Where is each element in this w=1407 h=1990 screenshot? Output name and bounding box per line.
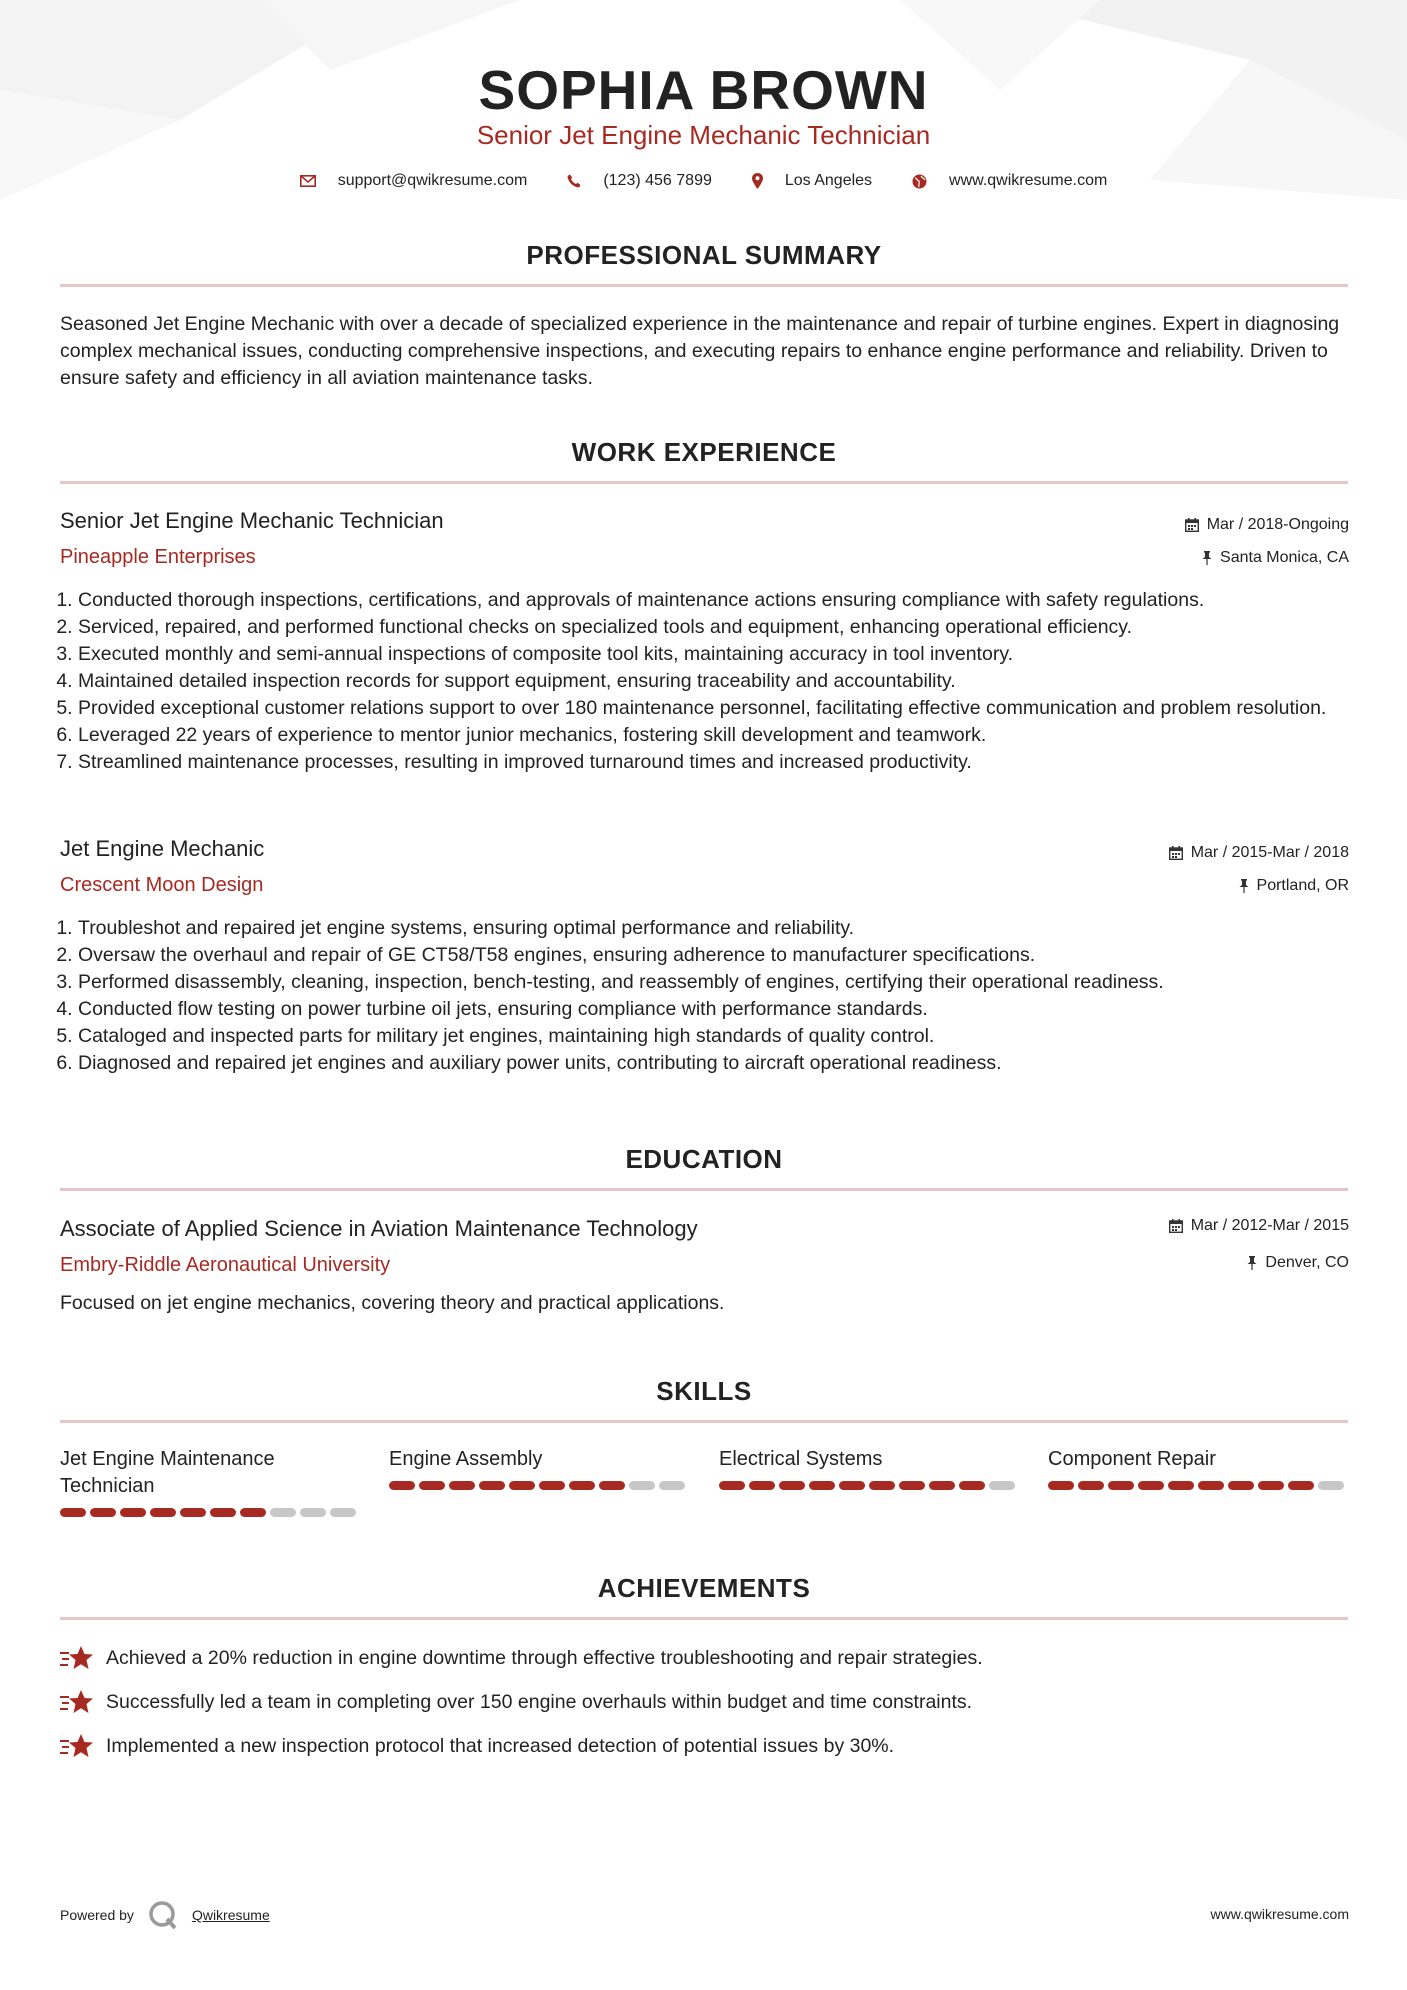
job-bullets bbox=[60, 915, 1368, 1077]
skill-dot-filled bbox=[1168, 1481, 1194, 1490]
list-item: 1. Conducted thorough inspections, certifications, and approvals of maintenance actions ensuring compliance with safety regulations. bbox=[78, 587, 1368, 614]
skill-dot-empty bbox=[270, 1508, 296, 1517]
school-name: Embry-Riddle Aeronautical University bbox=[60, 1254, 391, 1276]
skill-dot-filled bbox=[509, 1481, 535, 1490]
experience-heading: WORK EXPERIENCE bbox=[571, 437, 837, 467]
contact-phone-text: (123) 456 7899 bbox=[603, 172, 712, 189]
candidate-name: SOPHIA BROWN bbox=[478, 59, 929, 121]
envelope-icon bbox=[300, 175, 316, 187]
star-icon bbox=[60, 1733, 94, 1759]
skill-item bbox=[1048, 1446, 1348, 1490]
skill-dot-filled bbox=[1288, 1481, 1314, 1490]
footer-url[interactable]: www.qwikresume.com bbox=[1210, 1906, 1349, 1922]
candidate-title: Senior Jet Engine Mechanic Technician bbox=[476, 120, 931, 150]
skill-rating bbox=[719, 1481, 1019, 1490]
summary-heading: PROFESSIONAL SUMMARY bbox=[526, 240, 882, 270]
skill-dot-filled bbox=[120, 1508, 146, 1517]
skill-dot-filled bbox=[869, 1481, 895, 1490]
pushpin-icon bbox=[1239, 879, 1249, 893]
skill-dot-filled bbox=[1138, 1481, 1164, 1490]
skill-dot-filled bbox=[1078, 1481, 1104, 1490]
skill-dot-filled bbox=[1048, 1481, 1074, 1490]
skill-dot-filled bbox=[1228, 1481, 1254, 1490]
skill-dot-filled bbox=[210, 1508, 236, 1517]
education-date bbox=[1169, 1217, 1349, 1235]
education-location-text: Denver, CO bbox=[1265, 1254, 1349, 1271]
skill-name: Jet Engine Maintenance Technician bbox=[60, 1448, 275, 1497]
skills-divider bbox=[60, 1420, 1348, 1423]
skill-dot-filled bbox=[899, 1481, 925, 1490]
job-location bbox=[1202, 549, 1349, 567]
job-title: Jet Engine Mechanic bbox=[60, 836, 265, 861]
skill-dot-empty bbox=[1318, 1481, 1344, 1490]
skill-dot-filled bbox=[959, 1481, 985, 1490]
skill-dot-filled bbox=[1198, 1481, 1224, 1490]
achievement-text: Successfully led a team in completing over 150 engine overhauls within budget and time constraints. bbox=[106, 1690, 973, 1713]
job-date bbox=[1185, 516, 1349, 534]
skill-dot-empty bbox=[330, 1508, 356, 1517]
job-company: Pineapple Enterprises bbox=[60, 546, 256, 568]
qwikresume-logo-icon bbox=[148, 1900, 178, 1930]
skill-name: Component Repair bbox=[1048, 1448, 1216, 1470]
skill-dot-filled bbox=[1258, 1481, 1284, 1490]
job-location-text: Santa Monica, CA bbox=[1220, 549, 1349, 566]
skill-dot-filled bbox=[60, 1508, 86, 1517]
education-description: Focused on jet engine mechanics, covering theory and practical applications. bbox=[60, 1292, 725, 1314]
skill-dot-filled bbox=[539, 1481, 565, 1490]
education-location bbox=[1247, 1254, 1349, 1272]
list-item: 2. Serviced, repaired, and performed functional checks on specialized tools and equipment, enhancing operational efficiency. bbox=[78, 614, 1368, 641]
list-item: 3. Performed disassembly, cleaning, inspection, bench-testing, and reassembly of engines, certifying their operational readiness. bbox=[78, 969, 1368, 996]
education-heading: EDUCATION bbox=[625, 1144, 783, 1174]
skill-dot-filled bbox=[779, 1481, 805, 1490]
calendar-icon bbox=[1169, 1219, 1183, 1233]
list-item: 7. Streamlined maintenance processes, resulting in improved turnaround times and increased productivity. bbox=[78, 749, 1368, 776]
job-title: Senior Jet Engine Mechanic Technician bbox=[60, 508, 444, 533]
list-item: 2. Oversaw the overhaul and repair of GE CT58/T58 engines, ensuring adherence to manufacturer specifications. bbox=[78, 942, 1368, 969]
skill-dot-empty bbox=[989, 1481, 1015, 1490]
skill-name: Electrical Systems bbox=[719, 1448, 883, 1470]
list-item: 6. Leveraged 22 years of experience to mentor junior mechanics, fostering skill development and teamwork. bbox=[78, 722, 1368, 749]
skill-rating bbox=[389, 1481, 689, 1490]
skill-dot-filled bbox=[599, 1481, 625, 1490]
contact-location-text: Los Angeles bbox=[784, 172, 873, 189]
contact-location bbox=[752, 172, 872, 190]
pushpin-icon bbox=[1202, 551, 1212, 565]
job-date bbox=[1169, 844, 1349, 862]
skill-dot-filled bbox=[719, 1481, 745, 1490]
brand-link[interactable]: Qwikresume bbox=[191, 1907, 270, 1923]
skill-dot-filled bbox=[419, 1481, 445, 1490]
experience-divider bbox=[60, 481, 1348, 484]
star-icon bbox=[60, 1689, 94, 1715]
skill-dot-filled bbox=[90, 1508, 116, 1517]
footer-powered-by bbox=[60, 1900, 270, 1930]
summary-text: Seasoned Jet Engine Mechanic with over a decade of specialized experience in the maintenance and repair of turbine engines. Expert in diagnosing complex mechanical issues, conducting comprehensive inspections, and executing repairs to enhance engine performance and reliability. Driven to ensure safety and efficiency in all aviation maintenance tasks. bbox=[60, 313, 1340, 389]
skill-dot-filled bbox=[449, 1481, 475, 1490]
list-item: 6. Diagnosed and repaired jet engines and auxiliary power units, contributing to aircraft operational readiness. bbox=[78, 1050, 1368, 1077]
education-divider bbox=[60, 1188, 1348, 1191]
job-location-text: Portland, OR bbox=[1256, 877, 1349, 894]
achievement-item bbox=[60, 1645, 983, 1671]
list-item: 4. Maintained detailed inspection records for support equipment, ensuring traceability and accountability. bbox=[78, 668, 1368, 695]
achievement-item bbox=[60, 1689, 972, 1715]
skill-dot-empty bbox=[659, 1481, 685, 1490]
skill-dot-filled bbox=[839, 1481, 865, 1490]
education-date-text: Mar / 2012-Mar / 2015 bbox=[1190, 1217, 1349, 1234]
contact-website[interactable] bbox=[912, 172, 1107, 190]
job-location bbox=[1239, 877, 1349, 895]
skill-dot-filled bbox=[240, 1508, 266, 1517]
job-date-text: Mar / 2018-Ongoing bbox=[1206, 516, 1349, 533]
skill-dot-filled bbox=[479, 1481, 505, 1490]
powered-by-label: Powered by bbox=[60, 1907, 134, 1923]
skill-item bbox=[389, 1446, 689, 1490]
globe-icon bbox=[912, 174, 927, 189]
skill-dot-filled bbox=[809, 1481, 835, 1490]
list-item: 1. Troubleshot and repaired jet engine systems, ensuring optimal performance and reliability. bbox=[78, 915, 1368, 942]
skill-dot-filled bbox=[929, 1481, 955, 1490]
summary-divider bbox=[60, 284, 1348, 287]
degree-title: Associate of Applied Science in Aviation Maintenance Technology bbox=[60, 1216, 698, 1241]
skill-rating bbox=[60, 1508, 360, 1517]
skills-heading: SKILLS bbox=[656, 1376, 752, 1406]
pushpin-icon bbox=[1247, 1256, 1257, 1270]
skill-dot-empty bbox=[629, 1481, 655, 1490]
achievement-text: Implemented a new inspection protocol that increased detection of potential issues by 30%. bbox=[106, 1734, 895, 1757]
contact-bar bbox=[0, 172, 1407, 190]
list-item: 5. Provided exceptional customer relations support to over 180 maintenance personnel, facilitating effective communication and problem resolution. bbox=[78, 695, 1368, 722]
skill-item bbox=[719, 1446, 1019, 1490]
skill-name: Engine Assembly bbox=[389, 1448, 543, 1470]
calendar-icon bbox=[1169, 846, 1183, 860]
skill-dot-filled bbox=[1108, 1481, 1134, 1490]
star-icon bbox=[60, 1645, 94, 1671]
phone-icon bbox=[567, 174, 581, 188]
contact-email-text: support@qwikresume.com bbox=[337, 172, 528, 189]
skill-dot-filled bbox=[150, 1508, 176, 1517]
skill-dot-filled bbox=[569, 1481, 595, 1490]
job-bullets bbox=[60, 587, 1368, 776]
calendar-icon bbox=[1185, 518, 1199, 532]
contact-phone[interactable] bbox=[567, 172, 712, 190]
list-item: 3. Executed monthly and semi-annual inspections of composite tool kits, maintaining accuracy in tool inventory. bbox=[78, 641, 1368, 668]
contact-email[interactable] bbox=[300, 172, 528, 190]
skill-dot-filled bbox=[180, 1508, 206, 1517]
achievements-heading: ACHIEVEMENTS bbox=[597, 1573, 811, 1603]
achievements-divider bbox=[60, 1617, 1348, 1620]
location-pin-icon bbox=[752, 173, 763, 189]
contact-website-text: www.qwikresume.com bbox=[949, 172, 1108, 189]
skill-item bbox=[60, 1446, 360, 1517]
skill-dot-filled bbox=[389, 1481, 415, 1490]
skill-rating bbox=[1048, 1481, 1348, 1490]
skill-dot-filled bbox=[749, 1481, 775, 1490]
achievement-item bbox=[60, 1733, 894, 1759]
list-item: 5. Cataloged and inspected parts for military jet engines, maintaining high standards of quality control. bbox=[78, 1023, 1368, 1050]
skill-dot-empty bbox=[300, 1508, 326, 1517]
job-date-text: Mar / 2015-Mar / 2018 bbox=[1190, 844, 1349, 861]
job-company: Crescent Moon Design bbox=[60, 874, 264, 896]
list-item: 4. Conducted flow testing on power turbine oil jets, ensuring compliance with performance standards. bbox=[78, 996, 1368, 1023]
achievement-text: Achieved a 20% reduction in engine downtime through effective troubleshooting and repair strategies. bbox=[106, 1646, 983, 1669]
